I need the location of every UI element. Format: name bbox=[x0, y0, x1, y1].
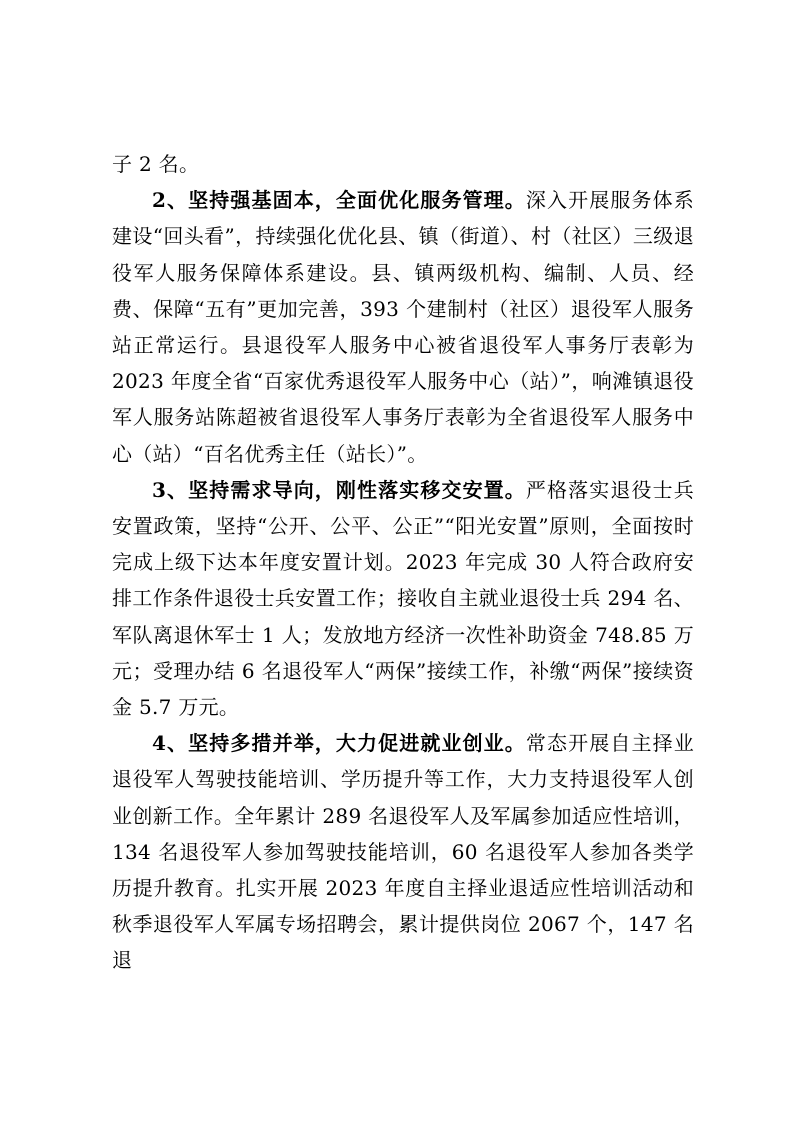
paragraph-body: 常态开展自主择业退役军人驾驶技能培训、学历提升等工作，大力支持退役军人创业创新工作。全年累计 289 名退役军人及军属参加适应性培训，134 名退役军人参加驾驶技能培训，60 名退役军人参加各类学历提升教育。扎实开展 2023 年度自主择业退适应性培训活动和秋季退役军人军属专场招聘会，累计提供岗位 2067 个，147 名退 bbox=[112, 731, 694, 973]
paragraph-body: 子 2 名。 bbox=[112, 152, 200, 176]
paragraph-employment bbox=[112, 725, 694, 978]
paragraph-service-management bbox=[112, 182, 694, 472]
paragraph-heading: 2、坚持强基固本，全面优化服务管理。 bbox=[152, 188, 526, 213]
paragraph-continuation bbox=[112, 146, 694, 182]
paragraph-heading: 4、坚持多措并举，大力促进就业创业。 bbox=[152, 731, 526, 756]
paragraph-resettlement bbox=[112, 472, 694, 725]
paragraph-body: 严格落实退役士兵安置政策，坚持“公开、公平、公正”“阳光安置”原则，全面按时完成上级下达本年度安置计划。2023 年完成 30 人符合政府安排工作条件退役士兵安置工作；接收自主就业退役士兵 294 名、军队离退休军士 1 人；发放地方经济一次性补助资金 748.85 万元；受理办结 6 名退役军人“两保”接续工作，补缴“两保”接续资金 5.7 万元。 bbox=[112, 477, 694, 720]
paragraph-body: 深入开展服务体系建设“回头看”，持续强化优化县、镇（街道）、村（社区）三级退役军人服务保障体系建设。县、镇两级机构、编制、人员、经费、保障“五有”更加完善，393 个建制村（社区）退役军人服务站正常运行。县退役军人服务中心被省退役军人事务厅表彰为 2023 年度全省“百家优秀退役军人服务中心（站）”，响滩镇退役军人服务站陈超被省退役军人事务厅表彰为全省退役军人服务中心（站）“百名优秀主任（站长）”。 bbox=[112, 188, 694, 466]
body-text bbox=[112, 146, 694, 979]
paragraph-heading: 3、坚持需求导向，刚性落实移交安置。 bbox=[152, 477, 526, 502]
